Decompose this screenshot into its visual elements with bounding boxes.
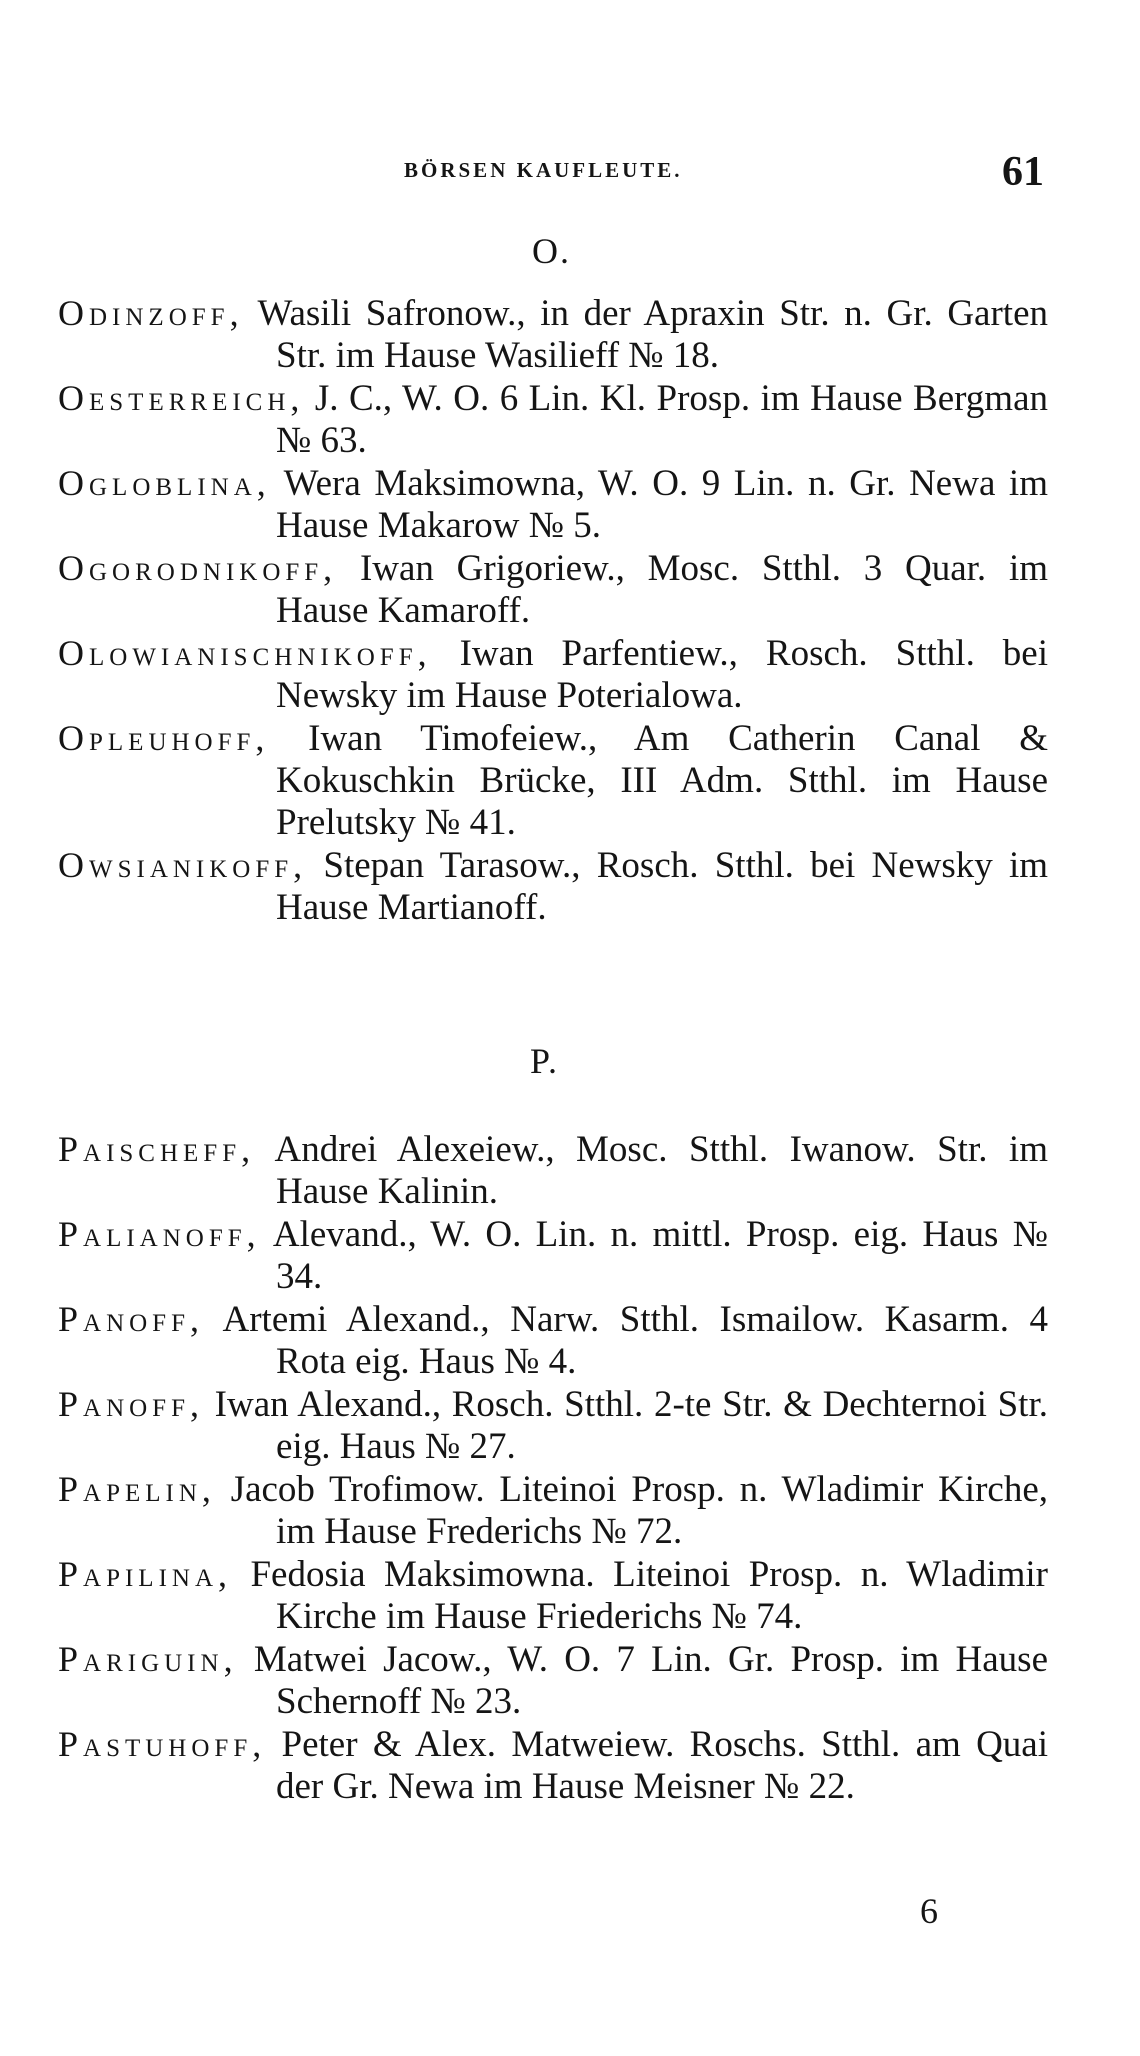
entry-surname: Owsianikoff, [58,845,308,885]
directory-entry [58,1213,1048,1298]
directory-entry [58,377,1048,462]
directory-entry [58,1383,1048,1468]
directory-entry [58,844,1048,929]
section-heading-p: P. [530,1041,560,1081]
signature-mark: 6 [920,1891,938,1931]
entry-surname: Papelin, [58,1469,216,1509]
entry-surname: Ogloblina, [58,463,271,503]
directory-entry [58,462,1048,547]
entry-details: Fedosia Maksimowna. Liteinoi Prosp. n. Wladimir Kirche im Hause Friederichs № 74. [250,1554,1048,1637]
entry-details: Peter & Alex. Matweiew. Roschs. Stthl. am Quai der Gr. Newa im Hause Meisner № 22. [276,1724,1048,1807]
entry-details: Wasili Safronow., in der Apraxin Str. n. Gr. Garten Str. im Hause Wasilieff № 18. [257,293,1048,376]
entry-details: Alevand., W. O. Lin. n. mittl. Prosp. eig. Haus № 34. [272,1214,1048,1297]
directory-entry [58,1638,1048,1723]
entry-details: Iwan Grigoriew., Mosc. Stthl. 3 Quar. im Hause Kamaroff. [276,548,1049,631]
section-heading-o: O. [532,231,571,271]
entry-details: J. C., W. O. 6 Lin. Kl. Prosp. im Hause Bergman № 63. [276,378,1048,461]
entry-list-p [58,1128,1048,1808]
running-title: BÖRSEN KAUFLEUTE. [404,158,683,182]
entry-surname: Olowianischnikoff, [58,633,432,673]
directory-entry [58,1298,1048,1383]
entry-surname: Panoff, [58,1384,204,1424]
entry-details: Iwan Parfentiew., Rosch. Stthl. bei Newsky im Hause Poterialowa. [276,633,1049,716]
entry-surname: Paischeff, [58,1129,256,1169]
entry-details: Stepan Tarasow., Rosch. Stthl. bei Newsky im Hause Martianoff. [276,845,1049,928]
entry-surname: Pastuhoff, [58,1724,267,1764]
entry-details: Jacob Trofimow. Liteinoi Prosp. n. Wladimir Kirche, im Hause Frederichs № 72. [230,1469,1048,1552]
entry-details: Iwan Alexand., Rosch. Stthl. 2-te Str. & Dechternoi Str. eig. Haus № 27. [214,1384,1048,1467]
entry-details: Andrei Alexeiew., Mosc. Stthl. Iwanow. Str. im Hause Kalinin. [274,1129,1048,1212]
page-number: 61 [1002,149,1044,195]
entry-surname: Opleuhoff, [58,718,270,758]
entry-surname: Panoff, [58,1299,204,1339]
entry-list-o [58,292,1048,929]
entry-details: Iwan Timofeiew., Am Catherin Canal & Kokuschkin Brücke, III Adm. Stthl. im Hause Prelutsky № 41. [276,718,1048,843]
entry-surname: Pariguin, [58,1639,238,1679]
directory-entry [58,632,1048,717]
entry-surname: Palianoff, [58,1214,261,1254]
directory-entry [58,1468,1048,1553]
directory-entry [58,1723,1048,1808]
directory-entry [58,1128,1048,1213]
entry-details: Matwei Jacow., W. O. 7 Lin. Gr. Prosp. im Hause Schernoff № 23. [253,1639,1048,1722]
entry-details: Artemi Alexand., Narw. Stthl. Ismailow. Kasarm. 4 Rota eig. Haus № 4. [222,1299,1048,1382]
directory-entry [58,717,1048,844]
directory-entry [58,292,1048,377]
entry-surname: Odinzoff, [58,293,244,333]
entry-surname: Oesterreich, [58,378,305,418]
entry-surname: Papilina, [58,1554,233,1594]
entry-details: Wera Maksimowna, W. O. 9 Lin. n. Gr. Newa im Hause Makarow № 5. [276,463,1048,546]
directory-entry [58,547,1048,632]
entry-surname: Ogorodnikoff, [58,548,338,588]
directory-entry [58,1553,1048,1638]
